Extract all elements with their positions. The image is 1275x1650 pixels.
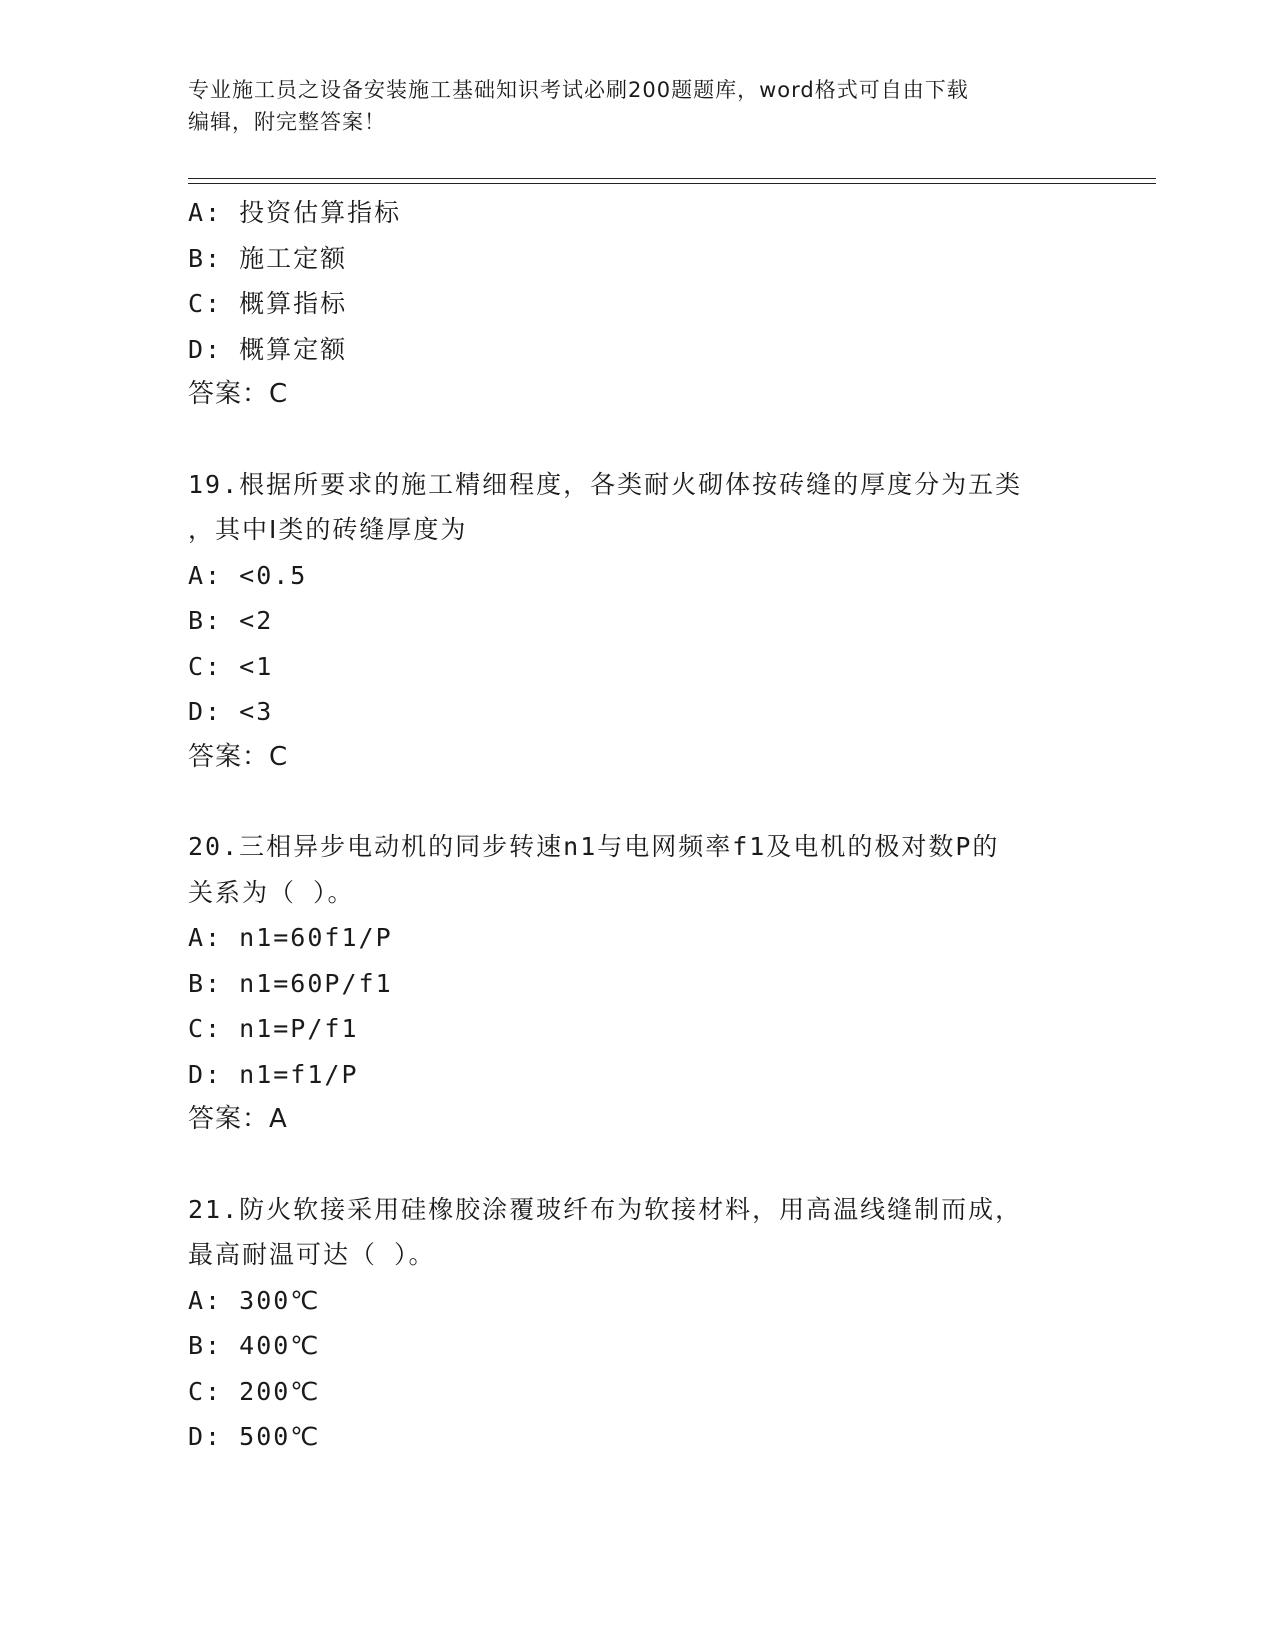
document-header (188, 74, 1068, 138)
question-21 (188, 1187, 1088, 1460)
answer: 答案：A (188, 1104, 288, 1134)
option-b: B: 400℃ (188, 1331, 321, 1360)
option-a: A: 300℃ (188, 1285, 321, 1315)
option-d: D: <3 (188, 697, 274, 726)
option-d: D: 概算定额 (188, 334, 348, 364)
spacer (188, 418, 1088, 462)
question-text-line-1: 19.根据所要求的施工精细程度，各类耐火砌体按砖缝的厚度分为五类 (188, 469, 1023, 499)
spacer (188, 780, 1088, 824)
header-title-line-2: 编辑，附完整答案！ (188, 110, 386, 134)
option-d: D: 500℃ (188, 1422, 321, 1451)
option-b: B: n1=60P/f1 (188, 968, 393, 998)
question-list (188, 190, 1088, 1460)
option-a: A: n1=60f1/P (188, 923, 393, 952)
question-text-line-2: 关系为（ ）。 (188, 877, 355, 907)
answer: 答案：C (188, 741, 289, 772)
question-20 (188, 824, 1088, 1143)
option-c: C: 概算指标 (188, 289, 348, 318)
option-b: B: 施工定额 (188, 243, 348, 273)
question-text-line-2: 最高耐温可达（ ）。 (188, 1240, 436, 1269)
header-divider-bottom (188, 183, 1156, 184)
question-text-line-2: ，其中Ⅰ类的砖缝厚度为 (188, 515, 468, 544)
option-c: C: n1=P/f1 (188, 1014, 359, 1043)
answer: 答案：C (188, 379, 289, 409)
option-a: A: 投资估算指标 (188, 198, 402, 227)
option-d: D: n1=f1/P (188, 1059, 359, 1089)
spacer (188, 1143, 1088, 1187)
option-b: B: <2 (188, 606, 274, 635)
option-c: C: 200℃ (188, 1376, 321, 1406)
option-c: C: <1 (188, 651, 274, 681)
question-text-line-1: 20.三相异步电动机的同步转速n1与电网频率f1及电机的极对数P的 (188, 832, 1000, 861)
option-a: A: <0.5 (188, 560, 308, 590)
header-divider-top (188, 178, 1156, 179)
header-title-line-1: 专业施工员之设备安装施工基础知识考试必刷200题题库，word格式可自由下载 (188, 78, 969, 102)
question-19 (188, 462, 1088, 781)
question-text-line-1: 21.防火软接采用硅橡胶涂覆玻纤布为软接材料，用高温线缝制而成， (188, 1194, 1023, 1224)
question-18 (188, 190, 1088, 418)
